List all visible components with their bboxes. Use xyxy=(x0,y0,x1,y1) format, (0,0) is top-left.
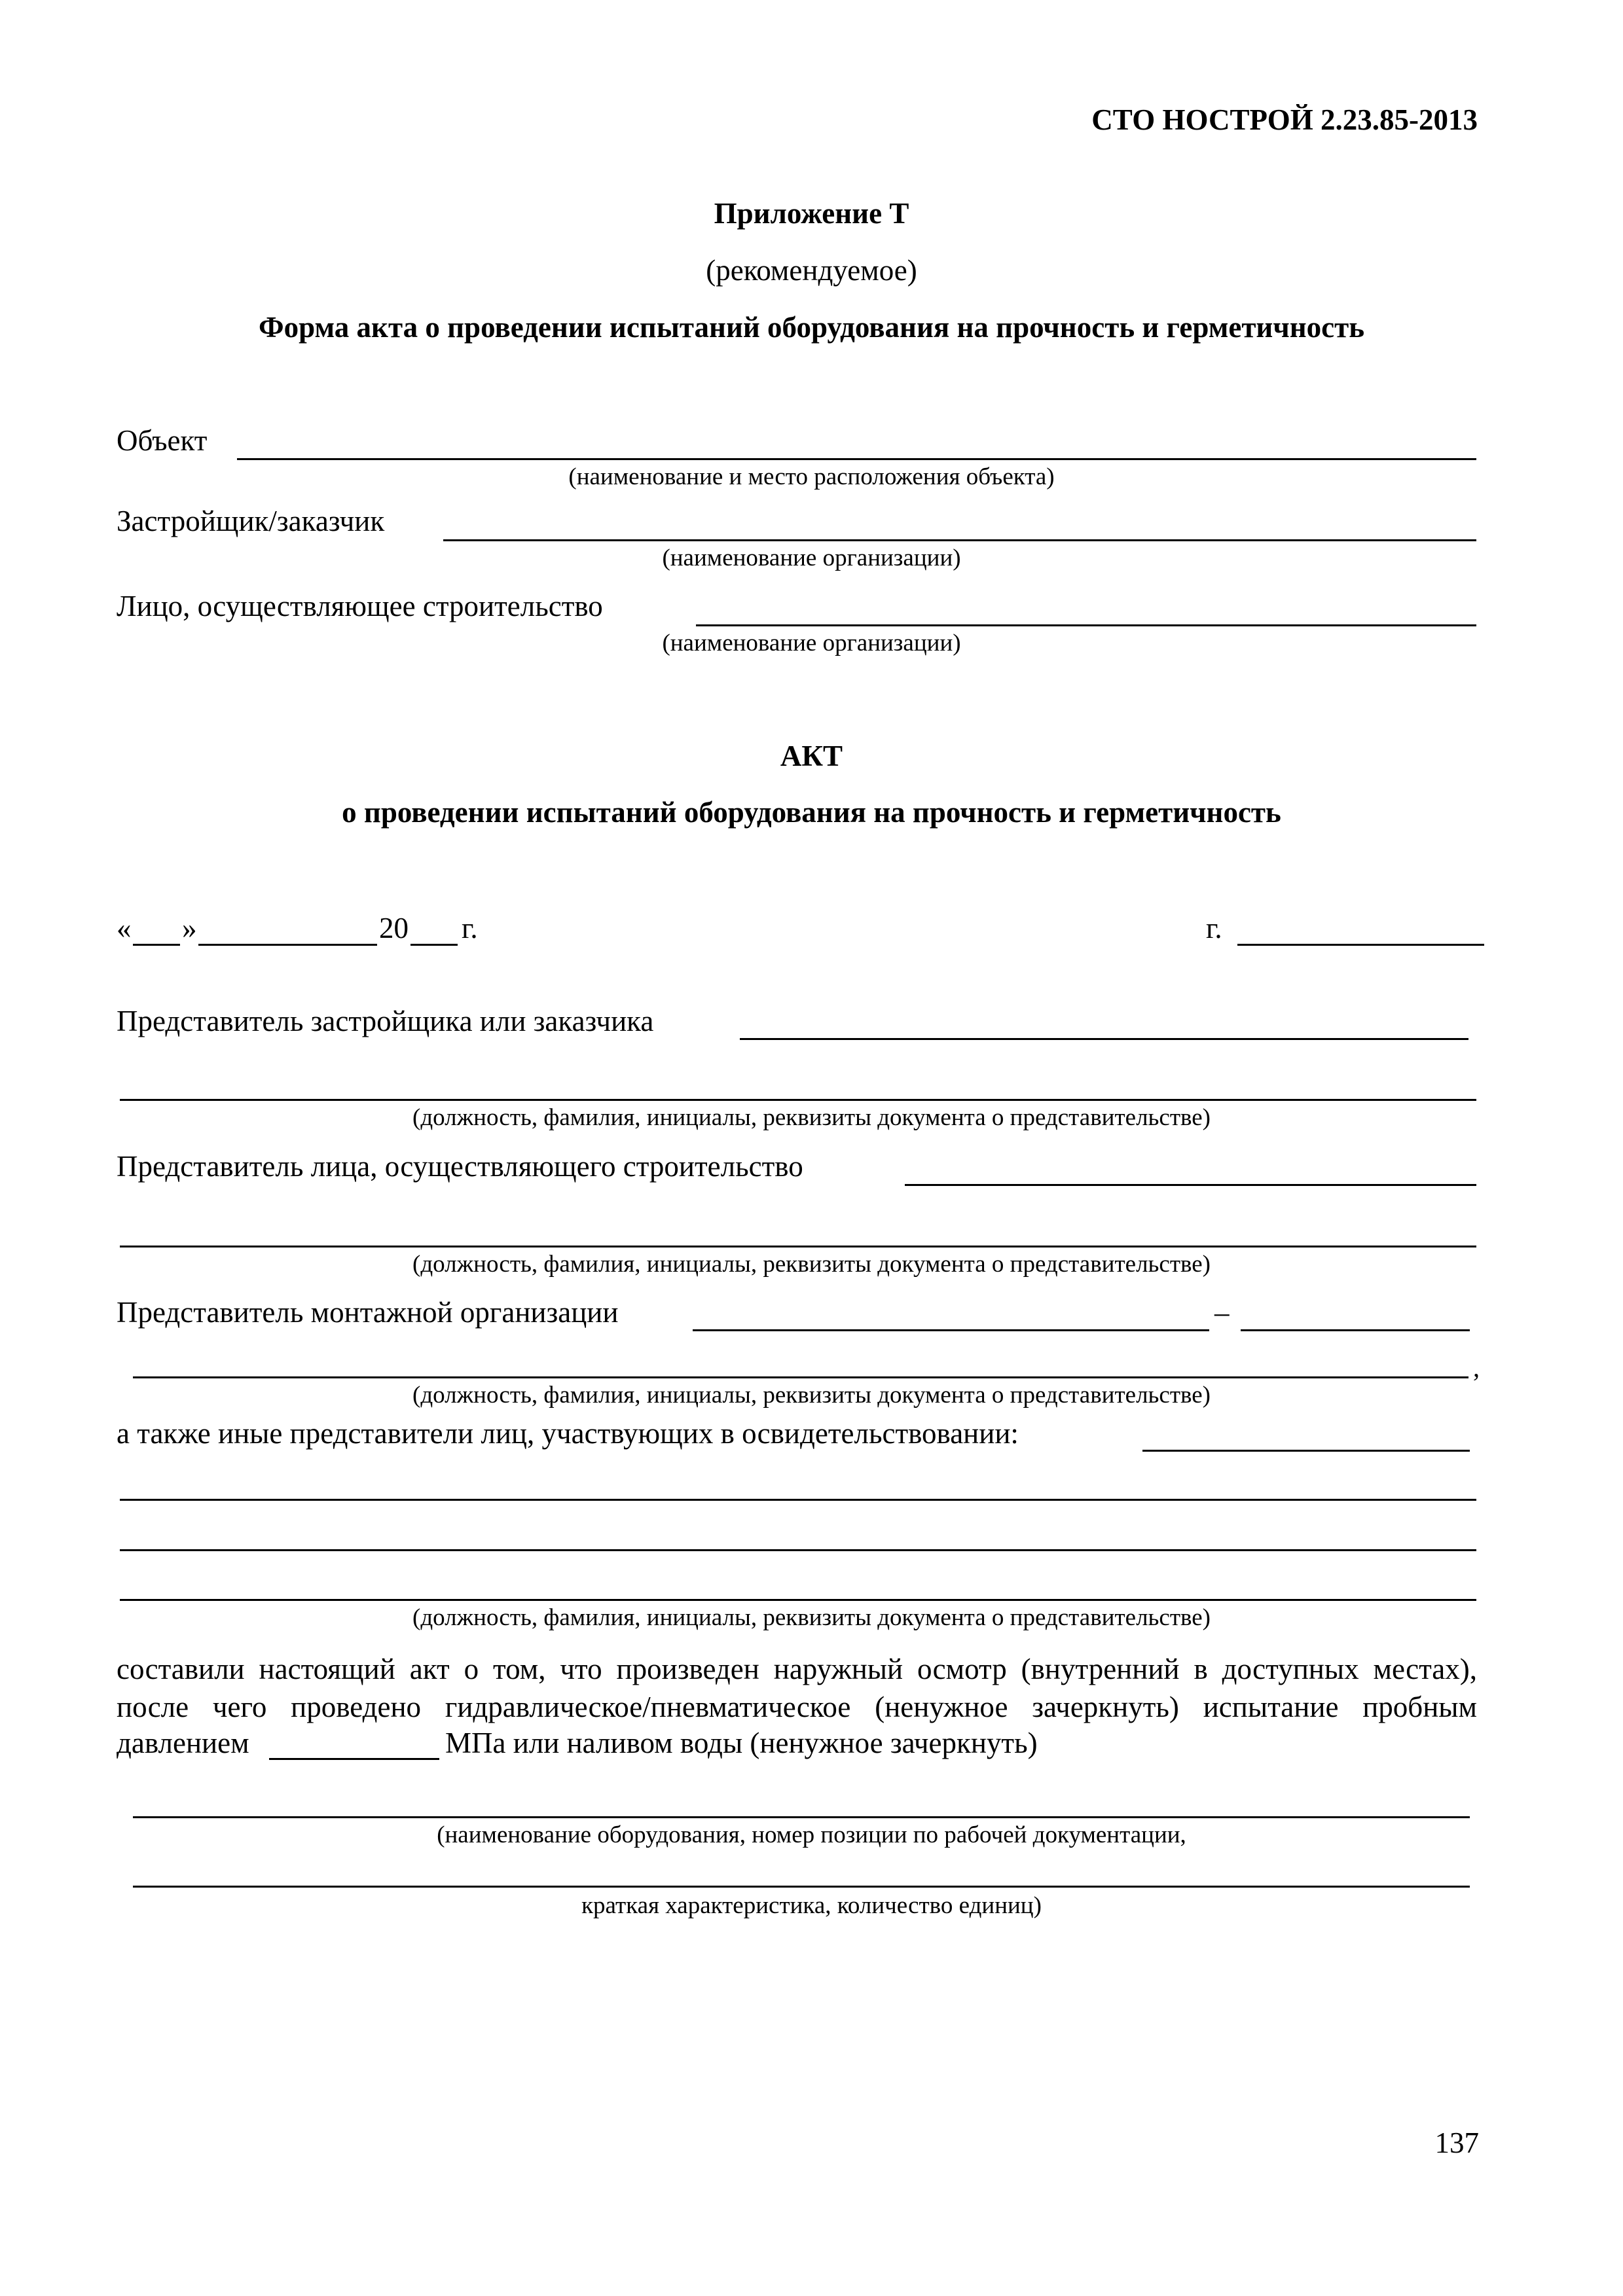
builder-label: Лицо, осуществляющее строительство xyxy=(117,590,603,622)
developer-hint: (наименование организации) xyxy=(662,545,961,571)
others-rep-line4[interactable] xyxy=(120,1599,1476,1601)
builder-rep-line2[interactable] xyxy=(120,1246,1476,1247)
body-line-3-suffix: МПа или наливом воды (ненужное зачеркнуть) xyxy=(445,1727,1038,1759)
others-rep-line1[interactable] xyxy=(1142,1450,1470,1452)
others-rep-label: а также иные представители лиц, участвующих в освидетельствовании: xyxy=(117,1417,1019,1450)
appendix-title: Приложение Т xyxy=(714,197,909,230)
date-year-line[interactable] xyxy=(410,944,458,946)
builder-input-line[interactable] xyxy=(696,624,1476,626)
builder-rep-hint: (должность, фамилия, инициалы, реквизиты документа о представительстве) xyxy=(412,1251,1211,1278)
equipment-hint-2: краткая характеристика, количество единиц) xyxy=(581,1892,1042,1919)
body-line-2: после чего проведено гидравлическое/пневматическое (ненужное зачеркнуть) испытание пробным xyxy=(117,1691,1477,1723)
equipment-line2[interactable] xyxy=(133,1886,1470,1888)
appendix-status: (рекомендуемое) xyxy=(706,254,917,287)
builder-hint: (наименование организации) xyxy=(662,630,961,656)
date-year-suffix: г. xyxy=(462,912,478,944)
developer-rep-line1[interactable] xyxy=(740,1038,1468,1040)
form-title: Форма акта о проведении испытаний оборудования на прочность и герметичность xyxy=(258,311,1365,344)
page-number: 137 xyxy=(1434,2126,1479,2159)
builder-rep-line1[interactable] xyxy=(905,1184,1476,1186)
act-subheading: о проведении испытаний оборудования на прочность и герметичность xyxy=(342,796,1281,829)
standard-code: СТО НОСТРОЙ 2.23.85-2013 xyxy=(1091,103,1478,136)
body-line-3-prefix: давлением xyxy=(117,1727,249,1759)
developer-label: Застройщик/заказчик xyxy=(117,505,385,537)
city-label: г. xyxy=(1206,912,1222,944)
pressure-input-line[interactable] xyxy=(269,1758,439,1760)
installer-rep-line2[interactable] xyxy=(1241,1329,1470,1331)
others-rep-line2[interactable] xyxy=(120,1499,1476,1501)
installer-rep-line1[interactable] xyxy=(693,1329,1209,1331)
city-input-line[interactable] xyxy=(1237,944,1484,946)
installer-rep-line3[interactable] xyxy=(133,1376,1468,1378)
developer-input-line[interactable] xyxy=(443,539,1476,541)
date-close-quote: » xyxy=(182,912,197,944)
installer-rep-label: Представитель монтажной организации xyxy=(117,1296,619,1329)
installer-rep-comma: , xyxy=(1473,1353,1480,1382)
developer-rep-hint: (должность, фамилия, инициалы, реквизиты документа о представительстве) xyxy=(412,1104,1211,1131)
developer-rep-label: Представитель застройщика или заказчика xyxy=(117,1005,654,1037)
equipment-line1[interactable] xyxy=(133,1816,1470,1818)
installer-rep-dash: – xyxy=(1214,1296,1230,1329)
date-day-line[interactable] xyxy=(133,944,180,946)
equipment-hint-1: (наименование оборудования, номер позиции по рабочей документации, xyxy=(437,1821,1186,1848)
body-line-1: составили настоящий акт о том, что произведен наружный осмотр (внутренний в доступных местах), xyxy=(117,1653,1477,1685)
date-year-prefix: 20 xyxy=(379,912,409,944)
developer-rep-line2[interactable] xyxy=(120,1099,1476,1101)
date-open-quote: « xyxy=(117,912,132,944)
act-heading: АКТ xyxy=(780,740,843,772)
object-label: Объект xyxy=(117,424,208,457)
date-month-line[interactable] xyxy=(198,944,377,946)
installer-rep-hint: (должность, фамилия, инициалы, реквизиты документа о представительстве) xyxy=(412,1382,1211,1408)
builder-rep-label: Представитель лица, осуществляющего строительство xyxy=(117,1150,803,1183)
others-rep-line3[interactable] xyxy=(120,1549,1476,1551)
others-rep-hint: (должность, фамилия, инициалы, реквизиты документа о представительстве) xyxy=(412,1604,1211,1631)
object-hint: (наименование и место расположения объекта) xyxy=(568,463,1055,490)
object-input-line[interactable] xyxy=(237,458,1476,460)
